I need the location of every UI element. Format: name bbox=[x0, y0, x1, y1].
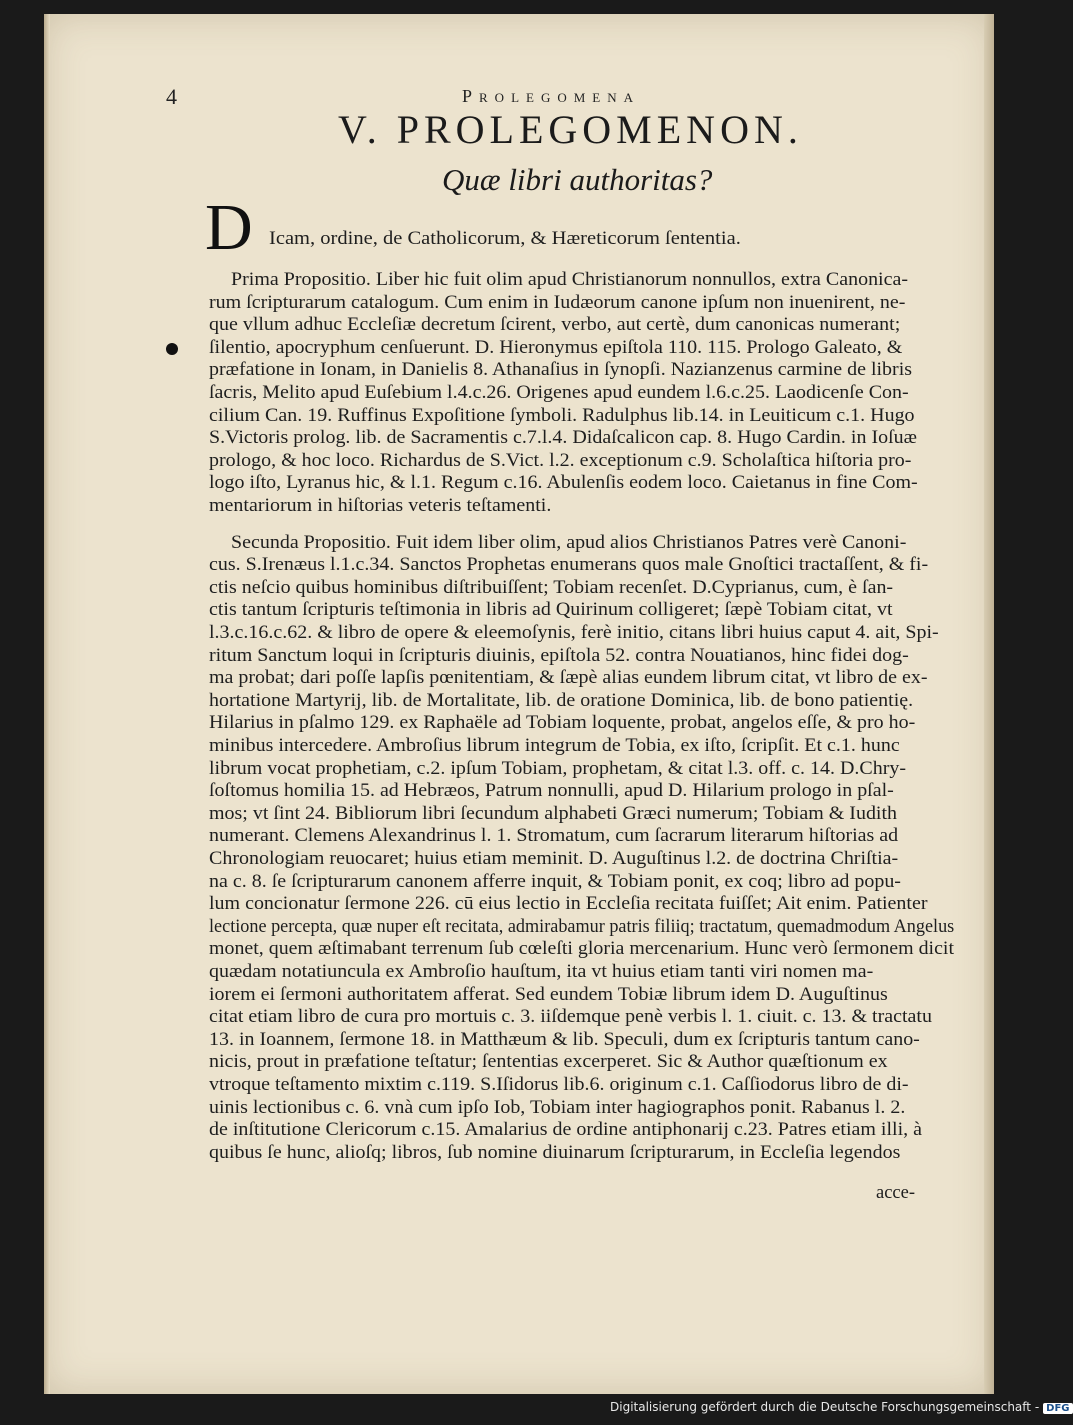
text-line: Secunda Propositio. Fuit idem liber olim, apud alios Christianos Patres verè Canoni- bbox=[231, 532, 907, 553]
text-line: que vllum adhuc Eccleſiæ decretum ſcirent, verbo, aut certè, dum canonicas numerant; bbox=[209, 315, 901, 336]
text-line: rum ſcripturarum catalogum. Cum enim in Iudæorum canone ipſum non inuenirent, ne- bbox=[209, 292, 906, 313]
ink-spot bbox=[166, 343, 178, 355]
text-line: quibus ſe hunc, alioſq; libros, ſub nomine diuinarum ſcripturarum, in Eccleſia legendos bbox=[209, 1142, 901, 1163]
text-line: hortatione Martyrij, lib. de Mortalitate, lib. de oratione Dominica, lib. de bono patientię. bbox=[209, 690, 914, 711]
text-line: Hilarius in pſalmo 129. ex Raphaële ad Tobiam loquente, probat, angelos eſſe, & pro ho- bbox=[209, 713, 916, 734]
text-line: minibus intercedere. Ambroſius librum integrum de Tobia, ex iſto, ſcripſit. Et c.1. hunc bbox=[209, 736, 900, 756]
running-head: Prolegomena bbox=[462, 86, 641, 106]
text-line: ſilentio, apocryphum cenſuerunt. D. Hieronymus epiſtola 110. 115. Prologo Galeato, & bbox=[209, 337, 903, 358]
footer-credit bbox=[610, 1400, 1073, 1414]
first-line: Icam, ordine, de Catholicorum, & Hæreticorum ſententia. bbox=[269, 228, 741, 249]
text-line: cus. S.Irenæus l.1.c.34. Sanctos Prophetas enumerans quos male Gnoſtici tractaſſent, & fi- bbox=[209, 555, 929, 576]
text-line: ſoſtomus homilia 15. ad Hebræos, Patrum nonnulli, apud D. Hilarium prologo in pſal- bbox=[209, 781, 894, 802]
page-edge bbox=[984, 14, 994, 1394]
text-line: nicis, prout in præfatione teſtatur; ſententias excerperet. Sic & Author quæſtionum ex bbox=[209, 1052, 888, 1073]
text-line: lectione percepta, quæ nuper eſt recitata, admirabamur patris filiiq; tractatum, quemadmodum Angelus bbox=[209, 916, 955, 937]
text-line: logo iſto, Lyranus hic, & l.1. Regum c.16. Abulenſis eodem loco. Caietanus in fine Com- bbox=[209, 473, 918, 494]
text-line: 13. in Ioannem, ſermone 18. in Matthæum & lib. Speculi, dum ex ſcripturis tantum cano- bbox=[209, 1029, 920, 1050]
text-line: l.3.c.16.c.62. & libro de opere & eleemoſynis, ferè initio, citans libri huius caput 4. ait, Spi- bbox=[209, 623, 939, 643]
text-line: præfatione in Ionam, in Danielis 8. Athanaſius in ſynopſi. Nazianzenus carmine de libris bbox=[209, 360, 913, 381]
footer-text: Digitalisierung gefördert durch die Deutsche Forschungsgemeinschaft - bbox=[610, 1400, 1040, 1414]
text-line: ritum Sanctum loqui in ſcripturis diuinis, epiſtola 52. contra Nouatianos, hinc fidei dog- bbox=[209, 645, 909, 666]
text-line: iorem ei ſermoni authoritatem afferat. Sed eundem Tobiæ librum idem D. Auguſtinus bbox=[209, 984, 888, 1005]
dfg-logo: DFG bbox=[1043, 1403, 1072, 1414]
text-line: cilium Can. 19. Ruffinus Expoſitione ſymboli. Radulphus lib.14. in Leuiticum c.1. Hugo bbox=[209, 405, 915, 426]
text-line: de inſtitutione Clericorum c.15. Amalarius de ordine antiphonarij c.23. Patres etiam illi, à bbox=[209, 1120, 923, 1141]
text-line: quædam notatiuncula ex Ambroſio hauſtum, ita vt huius etiam tanti viri nomen ma- bbox=[209, 962, 874, 982]
section-subtitle: Quæ libri authoritas? bbox=[442, 162, 713, 197]
text-line: prologo, & hoc loco. Richardus de S.Vict. l.2. exceptionum c.9. Scholaſtica hiſtoria pro- bbox=[209, 450, 912, 471]
text-line: mos; vt ſint 24. Bibliorum libri ſecundum alphabeti Græci numerum; Tobiam & Iudith bbox=[209, 803, 898, 824]
text-line: monet, quem æſtimabant terrenum ſub cœleſti gloria mercenarium. Hunc verò ſermonem dicit bbox=[209, 939, 954, 960]
text-line: ſacris, Melito apud Euſebium l.4.c.26. Origenes apud eundem l.6.c.25. Laodicenſe Con- bbox=[209, 383, 909, 403]
text-line: Chronologiam reuocaret; huius etiam meminit. D. Auguſtinus l.2. de doctrina Chriſtia- bbox=[209, 849, 899, 869]
text-line: lum concionatur ſermone 226. cū eius lectio in Eccleſia recitata fuiſſet; Ait enim. Patienter bbox=[209, 894, 928, 915]
text-line: vtroque teſtamento mixtim c.119. S.Iſidorus lib.6. originum c.1. Caſſiodorus libro de di- bbox=[209, 1075, 909, 1095]
page-number: 4 bbox=[166, 84, 177, 109]
text-line: S.Victoris prolog. lib. de Sacramentis c.7.l.4. Didaſcalicon cap. 8. Hugo Cardin. in Ioſuæ bbox=[209, 428, 917, 449]
section-title: V. PROLEGOMENON. bbox=[338, 107, 803, 152]
text-line: uinis lectionibus c. 6. vnà cum ipſo Iob, Tobiam inter hagiographos ponit. Rabanus l. 2. bbox=[209, 1097, 906, 1118]
text-line: Prima Propositio. Liber hic fuit olim apud Christianorum nonnullos, extra Canonica- bbox=[231, 270, 909, 290]
text-line: ctis tantum ſcripturis teſtimonia in libris ad Quirinum colligeret; ſæpè Tobiam citat, vt bbox=[209, 600, 893, 621]
catchword: acce- bbox=[876, 1183, 916, 1203]
page-gutter bbox=[44, 14, 50, 1394]
drop-cap: D bbox=[205, 191, 253, 264]
text-line: librum vocat prophetiam, c.2. ipſum Tobiam, prophetam, & citat l.3. off. c. 14. D.Chry- bbox=[209, 758, 907, 779]
text-line: na c. 8. ſe ſcripturarum canonem afferre inquit, & Tobiam ponit, ex coq; libro ad popu- bbox=[209, 871, 901, 892]
text-line: citat etiam libro de cura pro mortuis c. 3. iiſdemque penè verbis l. 1. ciuit. c. 13. & tractatu bbox=[209, 1007, 932, 1028]
text-line: numerant. Clemens Alexandrinus l. 1. Stromatum, cum ſacrarum literarum hiſtorias ad bbox=[209, 826, 899, 847]
text-line: ctis neſcio quibus hominibus diſtribuiſſent; Tobiam recenſet. D.Cyprianus, cum, è ſan- bbox=[209, 577, 894, 598]
text-line: ma probat; dari poſſe lapſis pœnitentiam, & ſæpè alias eundem librum citat, vt libro de ex- bbox=[209, 668, 928, 689]
text-line: mentariorum in hiſtorias veteris teſtamenti. bbox=[209, 496, 552, 516]
